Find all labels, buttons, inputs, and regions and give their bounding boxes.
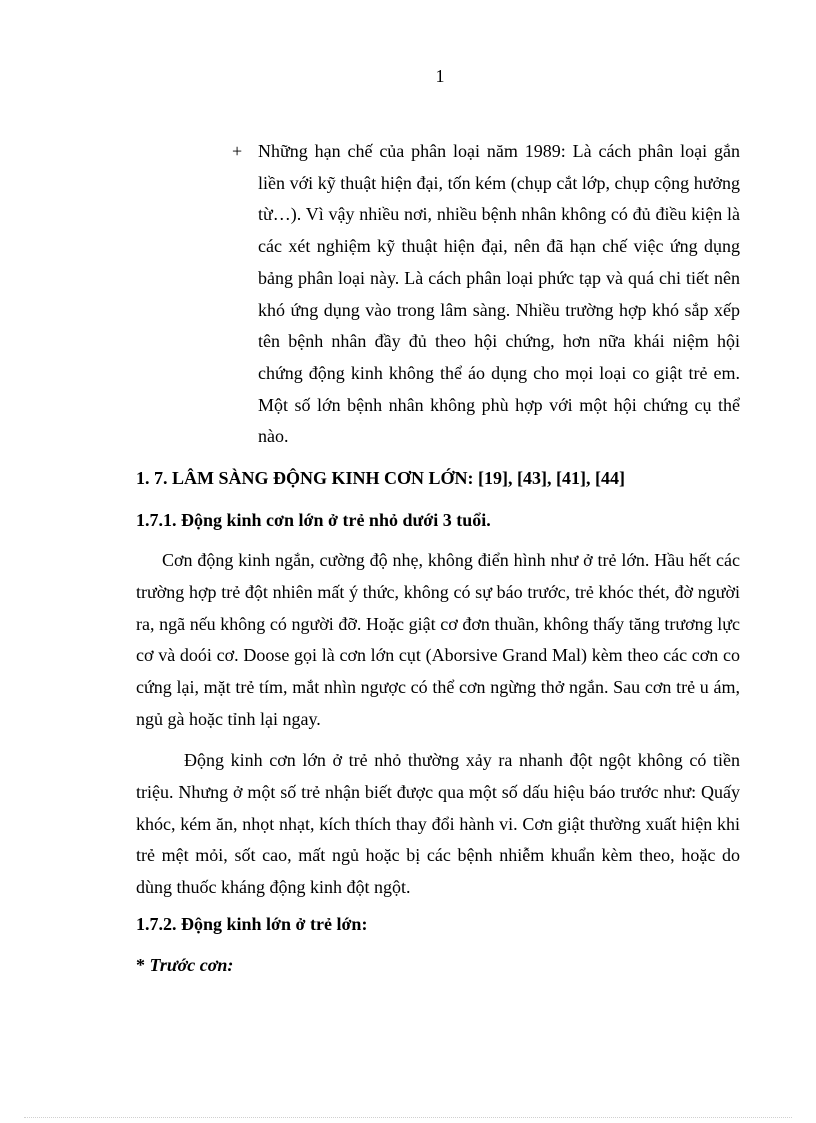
section-heading: 1. 7. LÂM SÀNG ĐỘNG KINH CƠN LỚN: [19], [43], [41], [44] — [136, 468, 625, 488]
subsection-heading-1: 1.7.1. Động kinh cơn lớn ở trẻ nhỏ dưới 3 tuổi. — [136, 510, 491, 530]
before-seizure-label — [136, 955, 233, 976]
bullet-text: Những hạn chế của phân loại năm 1989: Là cách phân loại gắn liền với kỹ thuật hiện đại, tốn kém (chụp cắt lớp, chụp cộng hưởng từ…). Vì vậy nhiều nơi, nhiều bệnh nhân không có đủ điều kiện là các xét nghiệm kỹ thuật hiện đại, nên đã hạn chế việc ứng dụng bảng phân loại này. Là cách phân loại phức tạp và quá chi tiết nên khó ứng dụng vào trong lâm sàng. Nhiều trường hợp khó sắp xếp tên bệnh nhân đầy đủ theo hội chứng, hơn nữa khái niệm hội chứng động kinh không thể áo dụng cho mọi loại co giật trẻ em. Một số lớn bệnh nhân không phù hợp với một hội chứng cụ thể nào. — [258, 141, 740, 447]
before-seizure-text: Trước cơn: — [149, 955, 234, 975]
paragraph-2: Động kinh cơn lớn ở trẻ nhỏ thường xảy ra nhanh đột ngột không có tiền triệu. Nhưng ở một số trẻ nhận biết được qua một số dấu hiệu báo trước như: Quấy khóc, kém ăn, nhọt nhạt, kích thích thay đổi hành vi. Cơn giật thường xuất hiện khi trẻ mệt mỏi, sốt cao, mất ngủ hoặc bị các bệnh nhiễm khuẩn kèm theo, hoặc do dùng thuốc kháng động kinh đột ngột. — [136, 750, 740, 898]
bullet-block — [232, 136, 740, 453]
before-seizure-marker: * — [136, 955, 145, 975]
page-number: 1 — [435, 66, 445, 86]
paragraph-1: Cơn động kinh ngắn, cường độ nhẹ, không điển hình như ở trẻ lớn. Hầu hết các trường hợp trẻ đột nhiên mất ý thức, không có sự báo trước, trẻ khóc thét, đờ người ra, ngã nếu không có người đỡ. Hoặc giật cơ đơn thuần, không thấy tăng trương lực cơ và doói cơ. Doose gọi là cơn lớn cụt (Aborsive Grand Mal) kèm theo các cơn co cứng lại, mặt trẻ tím, mắt nhìn ngược có thể cơn ngừng thở ngắn. Sau cơn trẻ u ám, ngủ gà hoặc tỉnh lại ngay. — [136, 550, 740, 729]
subsection-heading-2: 1.7.2. Động kinh lớn ở trẻ lớn: — [136, 914, 368, 934]
bullet-marker: + — [232, 141, 243, 161]
footer-rule — [24, 1117, 792, 1118]
